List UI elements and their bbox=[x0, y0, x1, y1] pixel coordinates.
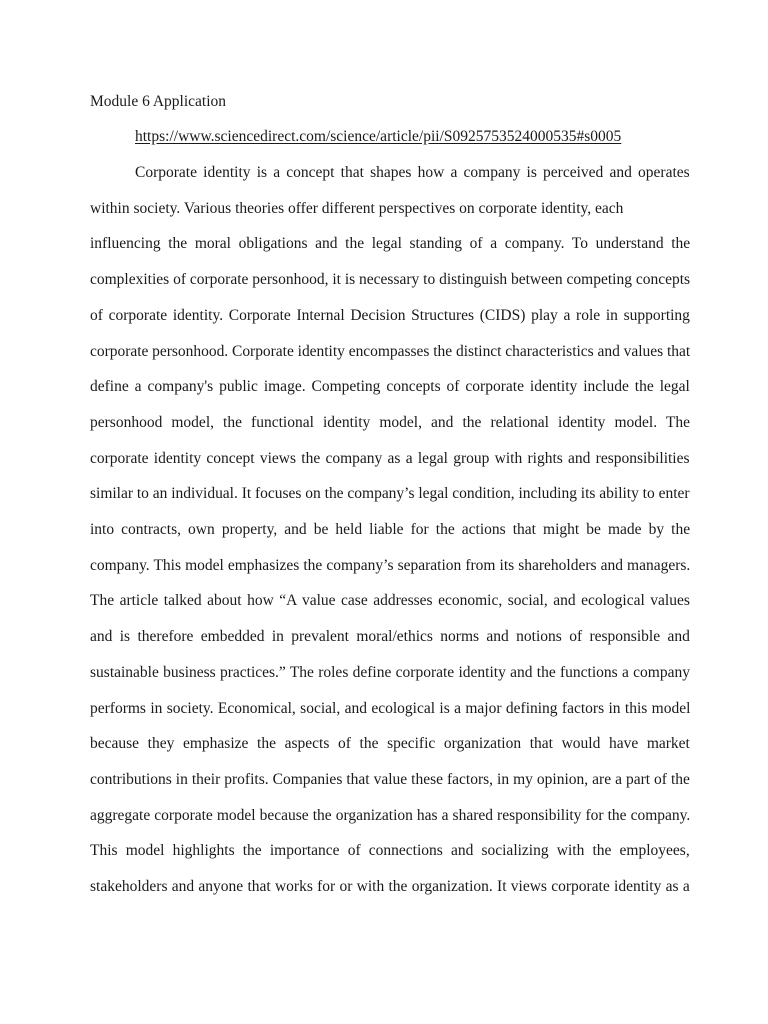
paragraph-line: influencing the moral obligations and the legal standing of a company. To understand the bbox=[90, 235, 691, 253]
paragraph-line: corporate personhood. Corporate identity encompasses the distinct characteristics and values that bbox=[90, 342, 691, 360]
paragraph-line: aggregate corporate model because the organization has a shared responsibility for the company. bbox=[90, 806, 691, 824]
paragraph-line: into contracts, own property, and be held liable for the actions that might be made by the bbox=[90, 521, 691, 538]
source-link[interactable]: https://www.sciencedirect.com/science/article/pii/S0925753524000535#s0005 bbox=[135, 128, 622, 145]
paragraph-line: performs in society. Economical, social, and ecological is a major defining factors in this model bbox=[90, 699, 691, 717]
paragraph-line: Corporate identity is a concept that shapes how a company is perceived and operates bbox=[135, 164, 690, 181]
paragraph-line: sustainable business practices.” The roles define corporate identity and the functions a company bbox=[90, 663, 690, 681]
paragraph-line: define a company's public image. Competing concepts of corporate identity include the legal bbox=[90, 378, 690, 396]
paragraph-line: because they emphasize the aspects of the specific organization that would have market bbox=[90, 735, 690, 753]
paragraph-line: corporate identity concept views the company as a legal group with rights and responsibilities bbox=[90, 449, 690, 467]
paragraph-line: within society. Various theories offer different perspectives on corporate identity, each bbox=[90, 199, 624, 217]
paragraph-line: This model highlights the importance of connections and socializing with the employees, bbox=[90, 842, 690, 860]
paragraph-line: similar to an individual. It focuses on the company’s legal condition, including its ability to enter bbox=[90, 485, 690, 503]
paragraph-line: contributions in their profits. Companies that value these factors, in my opinion, are a part of the bbox=[90, 770, 690, 788]
paragraph-line: complexities of corporate personhood, it is necessary to distinguish between competing concepts bbox=[90, 271, 691, 289]
document-heading: Module 6 Application bbox=[90, 93, 227, 110]
paragraph-line: and is therefore embedded in prevalent moral/ethics norms and notions of responsible and bbox=[90, 628, 690, 646]
paragraph-line: personhood model, the functional identity model, and the relational identity model. The bbox=[90, 413, 690, 431]
paragraph-line: of corporate identity. Corporate Internal Decision Structures (CIDS) play a role in supporting bbox=[90, 306, 690, 324]
paragraph-line: stakeholders and anyone that works for or with the organization. It views corporate identity as a bbox=[90, 878, 690, 895]
paragraph-line: The article talked about how “A value case addresses economic, social, and ecological values bbox=[90, 592, 690, 610]
paragraph-line: company. This model emphasizes the company’s separation from its shareholders and managers. bbox=[90, 556, 691, 574]
